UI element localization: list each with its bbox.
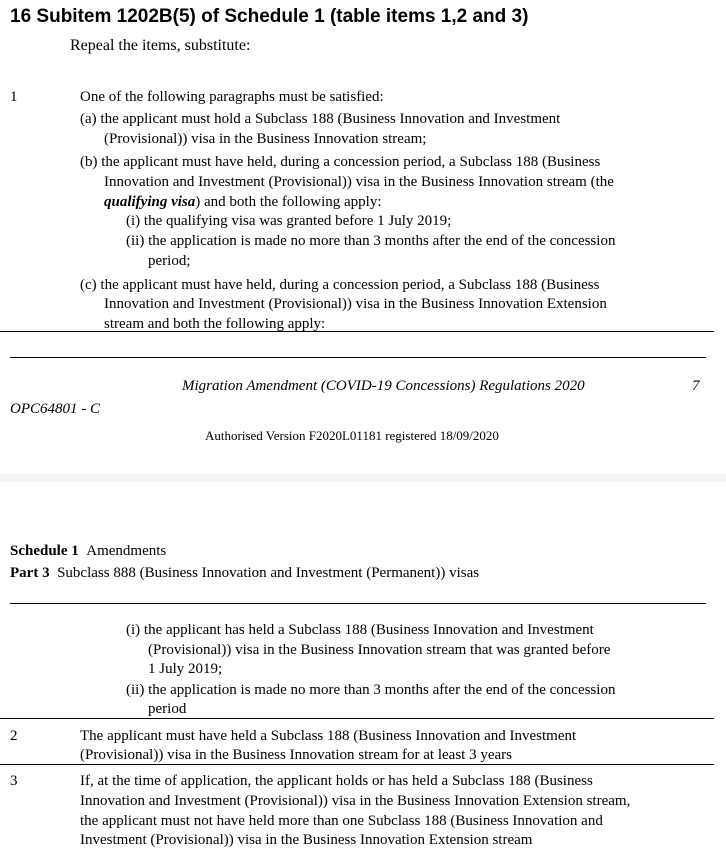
header-rule (10, 603, 706, 604)
item3-line1: If, at the time of application, the applicant holds or has held a Subclass 188 (Business (80, 773, 593, 789)
item2-line1: The applicant must have held a Subclass 188 (Business Innovation and Investment (80, 728, 577, 744)
para-b-line3-rest: ) and both the following apply: (195, 194, 382, 210)
para-c-subpara-ii-line1: (ii) the application is made no more than 3 months after the end of the concession (126, 682, 616, 698)
item3-line2: Innovation and Investment (Provisional)) visa in the Business Innovation Extension stream, (80, 793, 631, 809)
para-b-line1: (b) the applicant must have held, during a concession period, a Subclass 188 (Business (80, 154, 601, 170)
footer-code: OPC64801 - C (10, 401, 100, 417)
running-header-schedule (10, 541, 166, 561)
table-row-divider (0, 718, 714, 719)
schedule-text: Amendments (86, 543, 167, 559)
footer-rule (10, 357, 706, 358)
table-row-divider (0, 764, 714, 765)
para-c-line1: (c) the applicant must have held, during a concession period, a Subclass 188 (Business (80, 277, 600, 293)
para-c-subpara-i-line2: (Provisional)) visa in the Business Innovation stream that was granted before (148, 642, 611, 658)
para-a-line2: (Provisional)) visa in the Business Innovation stream; (104, 131, 427, 147)
item3-line4: Investment (Provisional)) visa in the Business Innovation Extension stream (80, 832, 533, 848)
footer-page-number: 7 (692, 378, 700, 394)
footer-title: Migration Amendment (COVID-19 Concessions) Regulations 2020 (182, 378, 585, 394)
item2-line2: (Provisional)) visa in the Business Innovation stream for at least 3 years (80, 747, 512, 763)
para-c-subpara-i-line3: 1 July 2019; (148, 661, 223, 677)
running-header-part (10, 563, 479, 583)
item1-number: 1 (10, 89, 18, 105)
item3-line3: the applicant must not have held more than one Subclass 188 (Business Innovation and (80, 813, 603, 829)
schedule-label: Schedule 1 (10, 543, 79, 559)
para-b-subpara-i: (i) the qualifying visa was granted before 1 July 2019; (126, 213, 452, 229)
para-c-subpara-ii-line2: period (148, 701, 187, 717)
amendment-instruction: Repeal the items, substitute: (70, 37, 251, 54)
para-b-line2: Innovation and Investment (Provisional)) visa in the Business Innovation stream (the (104, 174, 614, 190)
item3-number: 3 (10, 773, 18, 789)
section-heading: 16 Subitem 1202B(5) of Schedule 1 (table items 1,2 and 3) (10, 6, 529, 27)
item1-intro: One of the following paragraphs must be satisfied: (80, 89, 384, 105)
item2-number: 2 (10, 728, 18, 744)
qualifying-visa-term: qualifying visa (104, 194, 196, 210)
para-c-line3: stream and both the following apply: (104, 316, 326, 332)
para-b-subpara-ii-line1: (ii) the application is made no more than 3 months after the end of the concession (126, 233, 616, 249)
para-c-line2: Innovation and Investment (Provisional)) visa in the Business Innovation Extension (104, 296, 607, 312)
table-bottom-rule (0, 331, 714, 332)
footer-authorised: Authorised Version F2020L01181 registered 18/09/2020 (205, 428, 499, 443)
part-text: Subclass 888 (Business Innovation and Investment (Permanent)) visas (57, 565, 480, 581)
page-gap (0, 474, 726, 482)
para-a-line1: (a) the applicant must hold a Subclass 188 (Business Innovation and Investment (80, 111, 561, 127)
part-label: Part 3 (10, 565, 50, 581)
para-b-line3 (104, 192, 381, 212)
para-b-subpara-ii-line2: period; (148, 253, 191, 269)
para-c-subpara-i-line1: (i) the applicant has held a Subclass 188 (Business Innovation and Investment (126, 622, 594, 638)
